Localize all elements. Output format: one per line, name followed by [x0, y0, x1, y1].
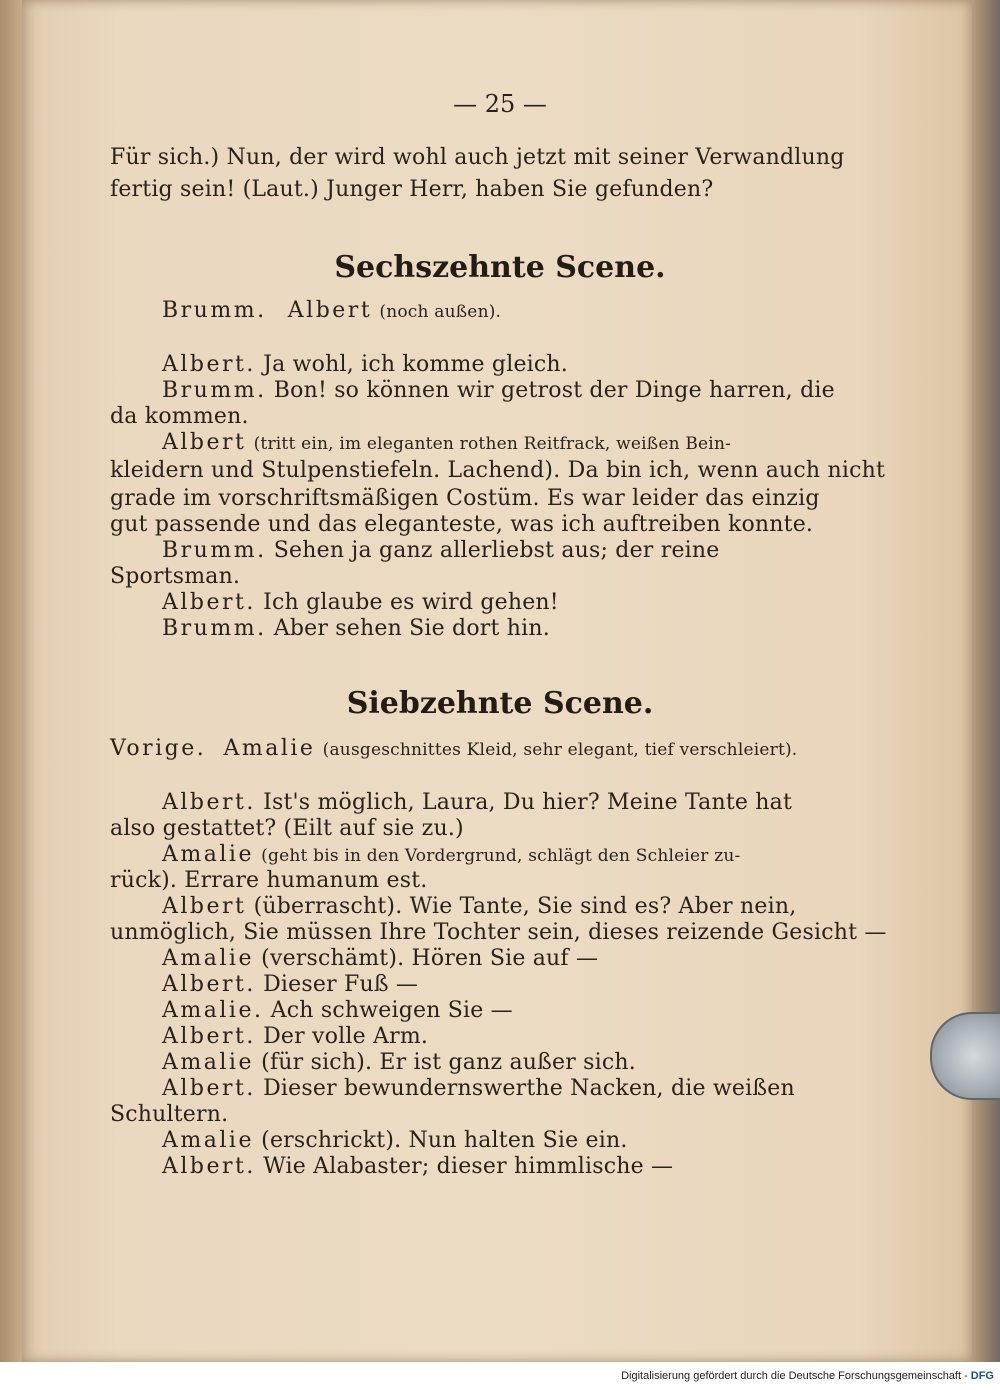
dialogue-line: [162, 972, 418, 997]
speaker: Albert.: [162, 790, 256, 815]
speaker: Albert.: [162, 1024, 256, 1049]
text-line: Für sich.) Nun, der wird wohl auch jetzt mit seiner Verwandlung: [110, 145, 845, 170]
speech: (überrascht). Wie Tante, Sie sind es? Aber nein,: [253, 894, 797, 919]
speaker: Amalie: [162, 842, 254, 867]
stage-direction: (ausgeschnittes Kleid, sehr elegant, tief verschleiert).: [322, 740, 798, 760]
book-right-edge: [972, 0, 1000, 1362]
speaker: Amalie: [162, 946, 254, 971]
cast-line: [162, 298, 501, 323]
dfg-logo: DFG: [970, 1370, 994, 1382]
speaker: Vorige.: [110, 736, 207, 761]
dialogue-line: gut passende und das eleganteste, was ich auftreiben konnte.: [110, 512, 814, 537]
dialogue-line: [162, 946, 598, 971]
dialogue-line: rück). Errare humanum est.: [110, 868, 428, 893]
speech: Dieser bewundernswerthe Nacken, die weißen: [263, 1076, 795, 1101]
dialogue-line: [162, 894, 796, 919]
speaker: Brumm.: [162, 298, 267, 323]
dialogue-line: [162, 1076, 795, 1101]
speaker: Brumm.: [162, 616, 267, 641]
stage-direction: (geht bis in den Vordergrund, schlägt den Schleier zu-: [261, 846, 741, 866]
speaker: Albert.: [162, 590, 256, 615]
speech: Ist's möglich, Laura, Du hier? Meine Tante hat: [263, 790, 793, 815]
footer-text: Digitalisierung gefördert durch die Deutsche Forschungsgemeinschaft -: [621, 1370, 968, 1382]
speech: Ich glaube es wird gehen!: [263, 590, 559, 615]
dialogue-line: unmöglich, Sie müssen Ihre Tochter sein, dieses reizende Gesicht —: [110, 920, 887, 945]
speaker: Amalie: [162, 1050, 254, 1075]
dialogue-line: [162, 1050, 636, 1075]
stage-direction: (tritt ein, im eleganten rothen Reitfrack, weißen Bein-: [253, 434, 732, 454]
speaker: Albert.: [162, 1076, 256, 1101]
speaker: Amalie: [162, 1128, 254, 1153]
footer-credit: [621, 1370, 994, 1382]
dialogue-line: [162, 378, 835, 403]
dialogue-line: [162, 998, 513, 1023]
cast-line: [110, 736, 797, 761]
dialogue-line: [162, 590, 559, 615]
speech: Dieser Fuß —: [263, 972, 419, 997]
speech: kleidern und Stulpenstiefeln. Lachend). Da bin ich, wenn auch nicht: [110, 458, 886, 483]
text-line: fertig sein! (Laut.) Junger Herr, haben Sie gefunden?: [110, 177, 714, 202]
dialogue-line: grade im vorschriftsmäßigen Costüm. Es war leider das einzig: [110, 486, 820, 511]
speaker: Amalie: [223, 736, 316, 761]
speaker: Albert.: [162, 1154, 256, 1179]
speaker: Albert: [162, 894, 247, 919]
dialogue-line: [162, 842, 740, 867]
speaker: Albert: [287, 298, 373, 323]
speaker: Brumm.: [162, 378, 267, 403]
speech: Ja wohl, ich komme gleich.: [263, 352, 568, 377]
dialogue-line: [162, 538, 719, 563]
dialogue-line: Schultern.: [110, 1102, 229, 1127]
page-number: — 25 —: [453, 90, 547, 118]
speaker: Amalie.: [162, 998, 264, 1023]
dialogue-line: [110, 458, 885, 483]
book-left-edge: [0, 0, 22, 1362]
speech: (für sich). Er ist ganz außer sich.: [261, 1050, 636, 1075]
speech: Aber sehen Sie dort hin.: [273, 616, 550, 641]
speech: Bon! so können wir getrost der Dinge harren, die: [273, 378, 835, 403]
dialogue-line: also gestattet? (Eilt auf sie zu.): [110, 816, 464, 841]
dialogue-line: [162, 430, 731, 455]
scene-heading: Siebzehnte Scene.: [346, 686, 654, 721]
page-clip: [930, 1012, 1000, 1100]
scene-heading: Sechszehnte Scene.: [334, 250, 666, 285]
dialogue-line: Sportsman.: [110, 564, 241, 589]
dialogue-line: [162, 1154, 673, 1179]
dialogue-line: da kommen.: [110, 404, 249, 429]
dialogue-line: [162, 790, 792, 815]
speech: Sehen ja ganz allerliebst aus; der reine: [273, 538, 720, 563]
speech: (erschrickt). Nun halten Sie ein.: [261, 1128, 628, 1153]
dialogue-line: [162, 1024, 428, 1049]
dialogue-line: [162, 616, 550, 641]
speech: Der volle Arm.: [263, 1024, 429, 1049]
stage-direction: (noch außen).: [379, 302, 502, 322]
dialogue-line: [162, 352, 568, 377]
speaker: Albert.: [162, 352, 256, 377]
speaker: Albert: [162, 430, 247, 455]
dialogue-line: [162, 1128, 628, 1153]
speech: Wie Alabaster; dieser himmlische —: [263, 1154, 674, 1179]
speech: (verschämt). Hören Sie auf —: [261, 946, 599, 971]
speaker: Albert.: [162, 972, 256, 997]
speaker: Brumm.: [162, 538, 267, 563]
speech: Ach schweigen Sie —: [270, 998, 513, 1023]
